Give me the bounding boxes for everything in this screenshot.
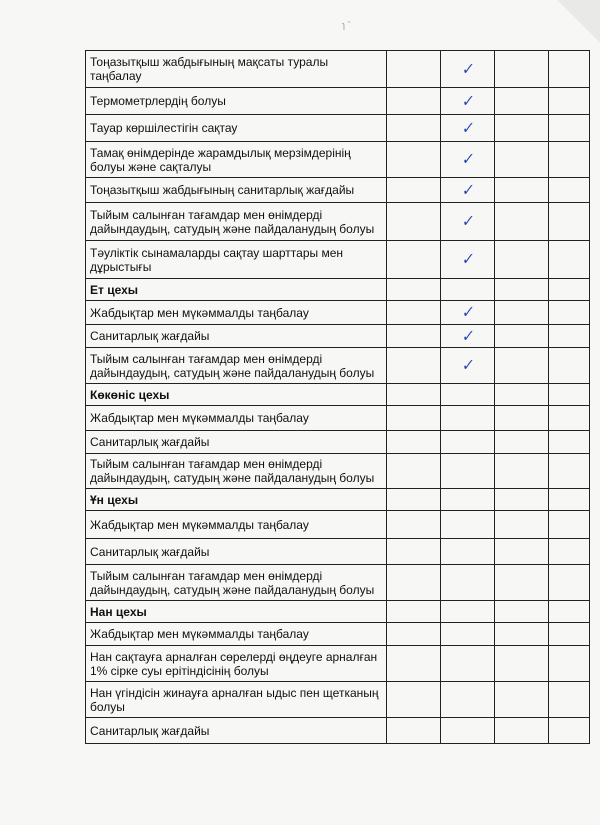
criterion-label: Санитарлық жағдайы — [86, 718, 387, 744]
check-cell-col-2[interactable] — [441, 178, 495, 203]
check-cell-col-1[interactable] — [387, 682, 441, 718]
check-cell-col-4[interactable] — [549, 718, 590, 744]
criterion-label: Тоңазытқыш жабдығының санитарлық жағдайы — [86, 178, 387, 203]
check-cell-col-3[interactable] — [495, 178, 549, 203]
check-cell-col-4[interactable] — [549, 142, 590, 178]
check-cell-col-3[interactable] — [495, 142, 549, 178]
check-cell-col-4[interactable] — [549, 454, 590, 489]
check-cell-col-2[interactable] — [441, 203, 495, 241]
check-cell-col-4[interactable] — [549, 325, 590, 348]
check-cell-col-4[interactable] — [549, 601, 590, 623]
check-cell-col-2[interactable] — [441, 682, 495, 718]
check-cell-col-2[interactable] — [441, 454, 495, 489]
check-cell-col-4[interactable] — [549, 682, 590, 718]
check-cell-col-3[interactable] — [495, 489, 549, 511]
check-cell-col-3[interactable] — [495, 454, 549, 489]
criterion-label: Жабдықтар мен мүкәммалды таңбалау — [86, 623, 387, 646]
check-cell-col-2[interactable] — [441, 88, 495, 115]
check-cell-col-1[interactable] — [387, 203, 441, 241]
checklist-row — [86, 301, 590, 325]
criterion-label: Санитарлық жағдайы — [86, 539, 387, 565]
checklist-row — [86, 539, 590, 565]
check-cell-col-3[interactable] — [495, 511, 549, 539]
section-title: Нан цехы — [86, 601, 387, 623]
criterion-label: Тәуліктік сынамаларды сақтау шарттары мен дұрыстығы — [86, 241, 387, 279]
criterion-label: Тыйым салынған тағамдар мен өнімдерді дайындаудың, сатудың және пайдаланудың болуы — [86, 203, 387, 241]
checklist-row — [86, 646, 590, 682]
inspection-checklist-table — [85, 50, 590, 744]
check-cell-col-4[interactable] — [549, 431, 590, 454]
checklist-row — [86, 431, 590, 454]
criterion-label: Жабдықтар мен мүкәммалды таңбалау — [86, 301, 387, 325]
check-cell-col-4[interactable] — [549, 511, 590, 539]
check-cell-col-1[interactable] — [387, 142, 441, 178]
handwritten-check-mark: ✓ — [459, 325, 475, 346]
check-cell-col-1[interactable] — [387, 241, 441, 279]
check-cell-col-3[interactable] — [495, 431, 549, 454]
check-cell-col-2[interactable] — [441, 51, 495, 88]
check-cell-col-4[interactable] — [549, 489, 590, 511]
checklist-row — [86, 142, 590, 178]
check-cell-col-4[interactable] — [549, 88, 590, 115]
check-cell-col-4[interactable] — [549, 348, 590, 384]
criterion-label: Санитарлық жағдайы — [86, 325, 387, 348]
check-cell-col-4[interactable] — [549, 623, 590, 646]
checklist-row — [86, 623, 590, 646]
check-cell-col-3[interactable] — [495, 682, 549, 718]
handwritten-check-mark: ✓ — [459, 179, 475, 200]
handwritten-check-mark: ✓ — [459, 117, 475, 138]
criterion-label: Нан сақтауға арналған сөрелерді өңдеуге арналған 1% сірке суы ерітіндісінің болуы — [86, 646, 387, 682]
checklist-row — [86, 178, 590, 203]
handwritten-check-mark: ✓ — [459, 90, 475, 111]
section-title: Көкөніс цехы — [86, 384, 387, 406]
check-cell-col-1[interactable] — [387, 454, 441, 489]
check-cell-col-3[interactable] — [495, 203, 549, 241]
check-cell-col-3[interactable] — [495, 539, 549, 565]
check-cell-col-3[interactable] — [495, 279, 549, 301]
check-cell-col-4[interactable] — [549, 406, 590, 431]
checklist-row — [86, 203, 590, 241]
criterion-label: Санитарлық жағдайы — [86, 431, 387, 454]
handwritten-check-mark: ✓ — [459, 249, 475, 269]
check-cell-col-2[interactable] — [441, 623, 495, 646]
section-header-row — [86, 279, 590, 301]
section-header-row — [86, 489, 590, 511]
check-cell-col-4[interactable] — [549, 279, 590, 301]
check-cell-col-1[interactable] — [387, 718, 441, 744]
check-cell-col-4[interactable] — [549, 384, 590, 406]
criterion-label: Тауар көршілестігін сақтау — [86, 115, 387, 142]
check-cell-col-1[interactable] — [387, 301, 441, 325]
checklist-row — [86, 565, 590, 601]
check-cell-col-3[interactable] — [495, 384, 549, 406]
check-cell-col-2[interactable] — [441, 142, 495, 178]
checklist-row — [86, 406, 590, 431]
check-cell-col-1[interactable] — [387, 646, 441, 682]
check-cell-col-2[interactable] — [441, 241, 495, 279]
check-cell-col-4[interactable] — [549, 178, 590, 203]
check-cell-col-1[interactable] — [387, 511, 441, 539]
check-cell-col-4[interactable] — [549, 301, 590, 325]
check-cell-col-2[interactable] — [441, 718, 495, 744]
check-cell-col-2[interactable] — [441, 115, 495, 142]
check-cell-col-4[interactable] — [549, 115, 590, 142]
check-cell-col-1[interactable] — [387, 489, 441, 511]
check-cell-col-4[interactable] — [549, 241, 590, 279]
check-cell-col-2[interactable] — [441, 301, 495, 325]
check-cell-col-2[interactable] — [441, 489, 495, 511]
check-cell-col-1[interactable] — [387, 623, 441, 646]
checklist-row — [86, 511, 590, 539]
check-cell-col-3[interactable] — [495, 718, 549, 744]
check-cell-col-2[interactable] — [441, 539, 495, 565]
check-cell-col-4[interactable] — [549, 51, 590, 88]
check-cell-col-3[interactable] — [495, 623, 549, 646]
handwritten-check-mark: ✓ — [459, 149, 475, 169]
checklist-row — [86, 115, 590, 142]
checklist-row — [86, 348, 590, 384]
check-cell-col-2[interactable] — [441, 279, 495, 301]
check-cell-col-1[interactable] — [387, 539, 441, 565]
check-cell-col-3[interactable] — [495, 88, 549, 115]
criterion-label: Нан үгіндісін жинауға арналған ыдыс пен щетканың болуы — [86, 682, 387, 718]
check-cell-col-1[interactable] — [387, 88, 441, 115]
check-cell-col-4[interactable] — [549, 565, 590, 601]
handwritten-check-mark: ✓ — [459, 211, 475, 231]
criterion-label: Жабдықтар мен мүкәммалды таңбалау — [86, 406, 387, 431]
handwritten-check-mark: ✓ — [459, 355, 475, 375]
criterion-label: Жабдықтар мен мүкәммалды таңбалау — [86, 511, 387, 539]
section-title: Ұн цехы — [86, 489, 387, 511]
criterion-label: Термометрлердің болуы — [86, 88, 387, 115]
check-cell-col-1[interactable] — [387, 601, 441, 623]
checklist-row — [86, 51, 590, 88]
handwritten-check-mark: ✓ — [459, 302, 475, 322]
check-cell-col-4[interactable] — [549, 203, 590, 241]
check-cell-col-2[interactable] — [441, 325, 495, 348]
criterion-label: Тыйым салынған тағамдар мен өнімдерді дайындаудың, сатудың және пайдаланудың болуы — [86, 348, 387, 384]
check-cell-col-3[interactable] — [495, 406, 549, 431]
check-cell-col-1[interactable] — [387, 384, 441, 406]
checklist-row — [86, 682, 590, 718]
check-cell-col-3[interactable] — [495, 325, 549, 348]
check-cell-col-1[interactable] — [387, 348, 441, 384]
check-cell-col-2[interactable] — [441, 565, 495, 601]
handwritten-check-mark: ✓ — [459, 58, 475, 79]
check-cell-col-3[interactable] — [495, 646, 549, 682]
check-cell-col-1[interactable] — [387, 406, 441, 431]
check-cell-col-1[interactable] — [387, 565, 441, 601]
criterion-label: Тоңазытқыш жабдығының мақсаты туралы таңбалау — [86, 51, 387, 88]
criterion-label: Тыйым салынған тағамдар мен өнімдерді дайындаудың, сатудың және пайдаланудың болуы — [86, 454, 387, 489]
check-cell-col-3[interactable] — [495, 348, 549, 384]
section-title: Ет цехы — [86, 279, 387, 301]
check-cell-col-1[interactable] — [387, 115, 441, 142]
check-cell-col-3[interactable] — [495, 115, 549, 142]
checklist-row — [86, 454, 590, 489]
section-header-row — [86, 601, 590, 623]
check-cell-col-3[interactable] — [495, 51, 549, 88]
check-cell-col-2[interactable] — [441, 348, 495, 384]
check-cell-col-4[interactable] — [549, 646, 590, 682]
check-cell-col-3[interactable] — [495, 301, 549, 325]
check-cell-col-2[interactable] — [441, 406, 495, 431]
top-scan-mark: ɿ ˇ — [342, 20, 351, 30]
check-cell-col-2[interactable] — [441, 646, 495, 682]
check-cell-col-3[interactable] — [495, 565, 549, 601]
check-cell-col-1[interactable] — [387, 178, 441, 203]
check-cell-col-3[interactable] — [495, 601, 549, 623]
check-cell-col-2[interactable] — [441, 601, 495, 623]
check-cell-col-1[interactable] — [387, 431, 441, 454]
check-cell-col-4[interactable] — [549, 539, 590, 565]
check-cell-col-2[interactable] — [441, 384, 495, 406]
checklist-row — [86, 88, 590, 115]
check-cell-col-1[interactable] — [387, 279, 441, 301]
criterion-label: Тамақ өнімдерінде жарамдылық мерзімдерінің болуы және сақталуы — [86, 142, 387, 178]
criterion-label: Тыйым салынған тағамдар мен өнімдерді дайындаудың, сатудың және пайдаланудың болуы — [86, 565, 387, 601]
section-header-row — [86, 384, 590, 406]
check-cell-col-3[interactable] — [495, 241, 549, 279]
check-cell-col-2[interactable] — [441, 511, 495, 539]
check-cell-col-2[interactable] — [441, 431, 495, 454]
check-cell-col-1[interactable] — [387, 51, 441, 88]
check-cell-col-1[interactable] — [387, 325, 441, 348]
checklist-row — [86, 325, 590, 348]
checklist-row — [86, 718, 590, 744]
checklist-row — [86, 241, 590, 279]
